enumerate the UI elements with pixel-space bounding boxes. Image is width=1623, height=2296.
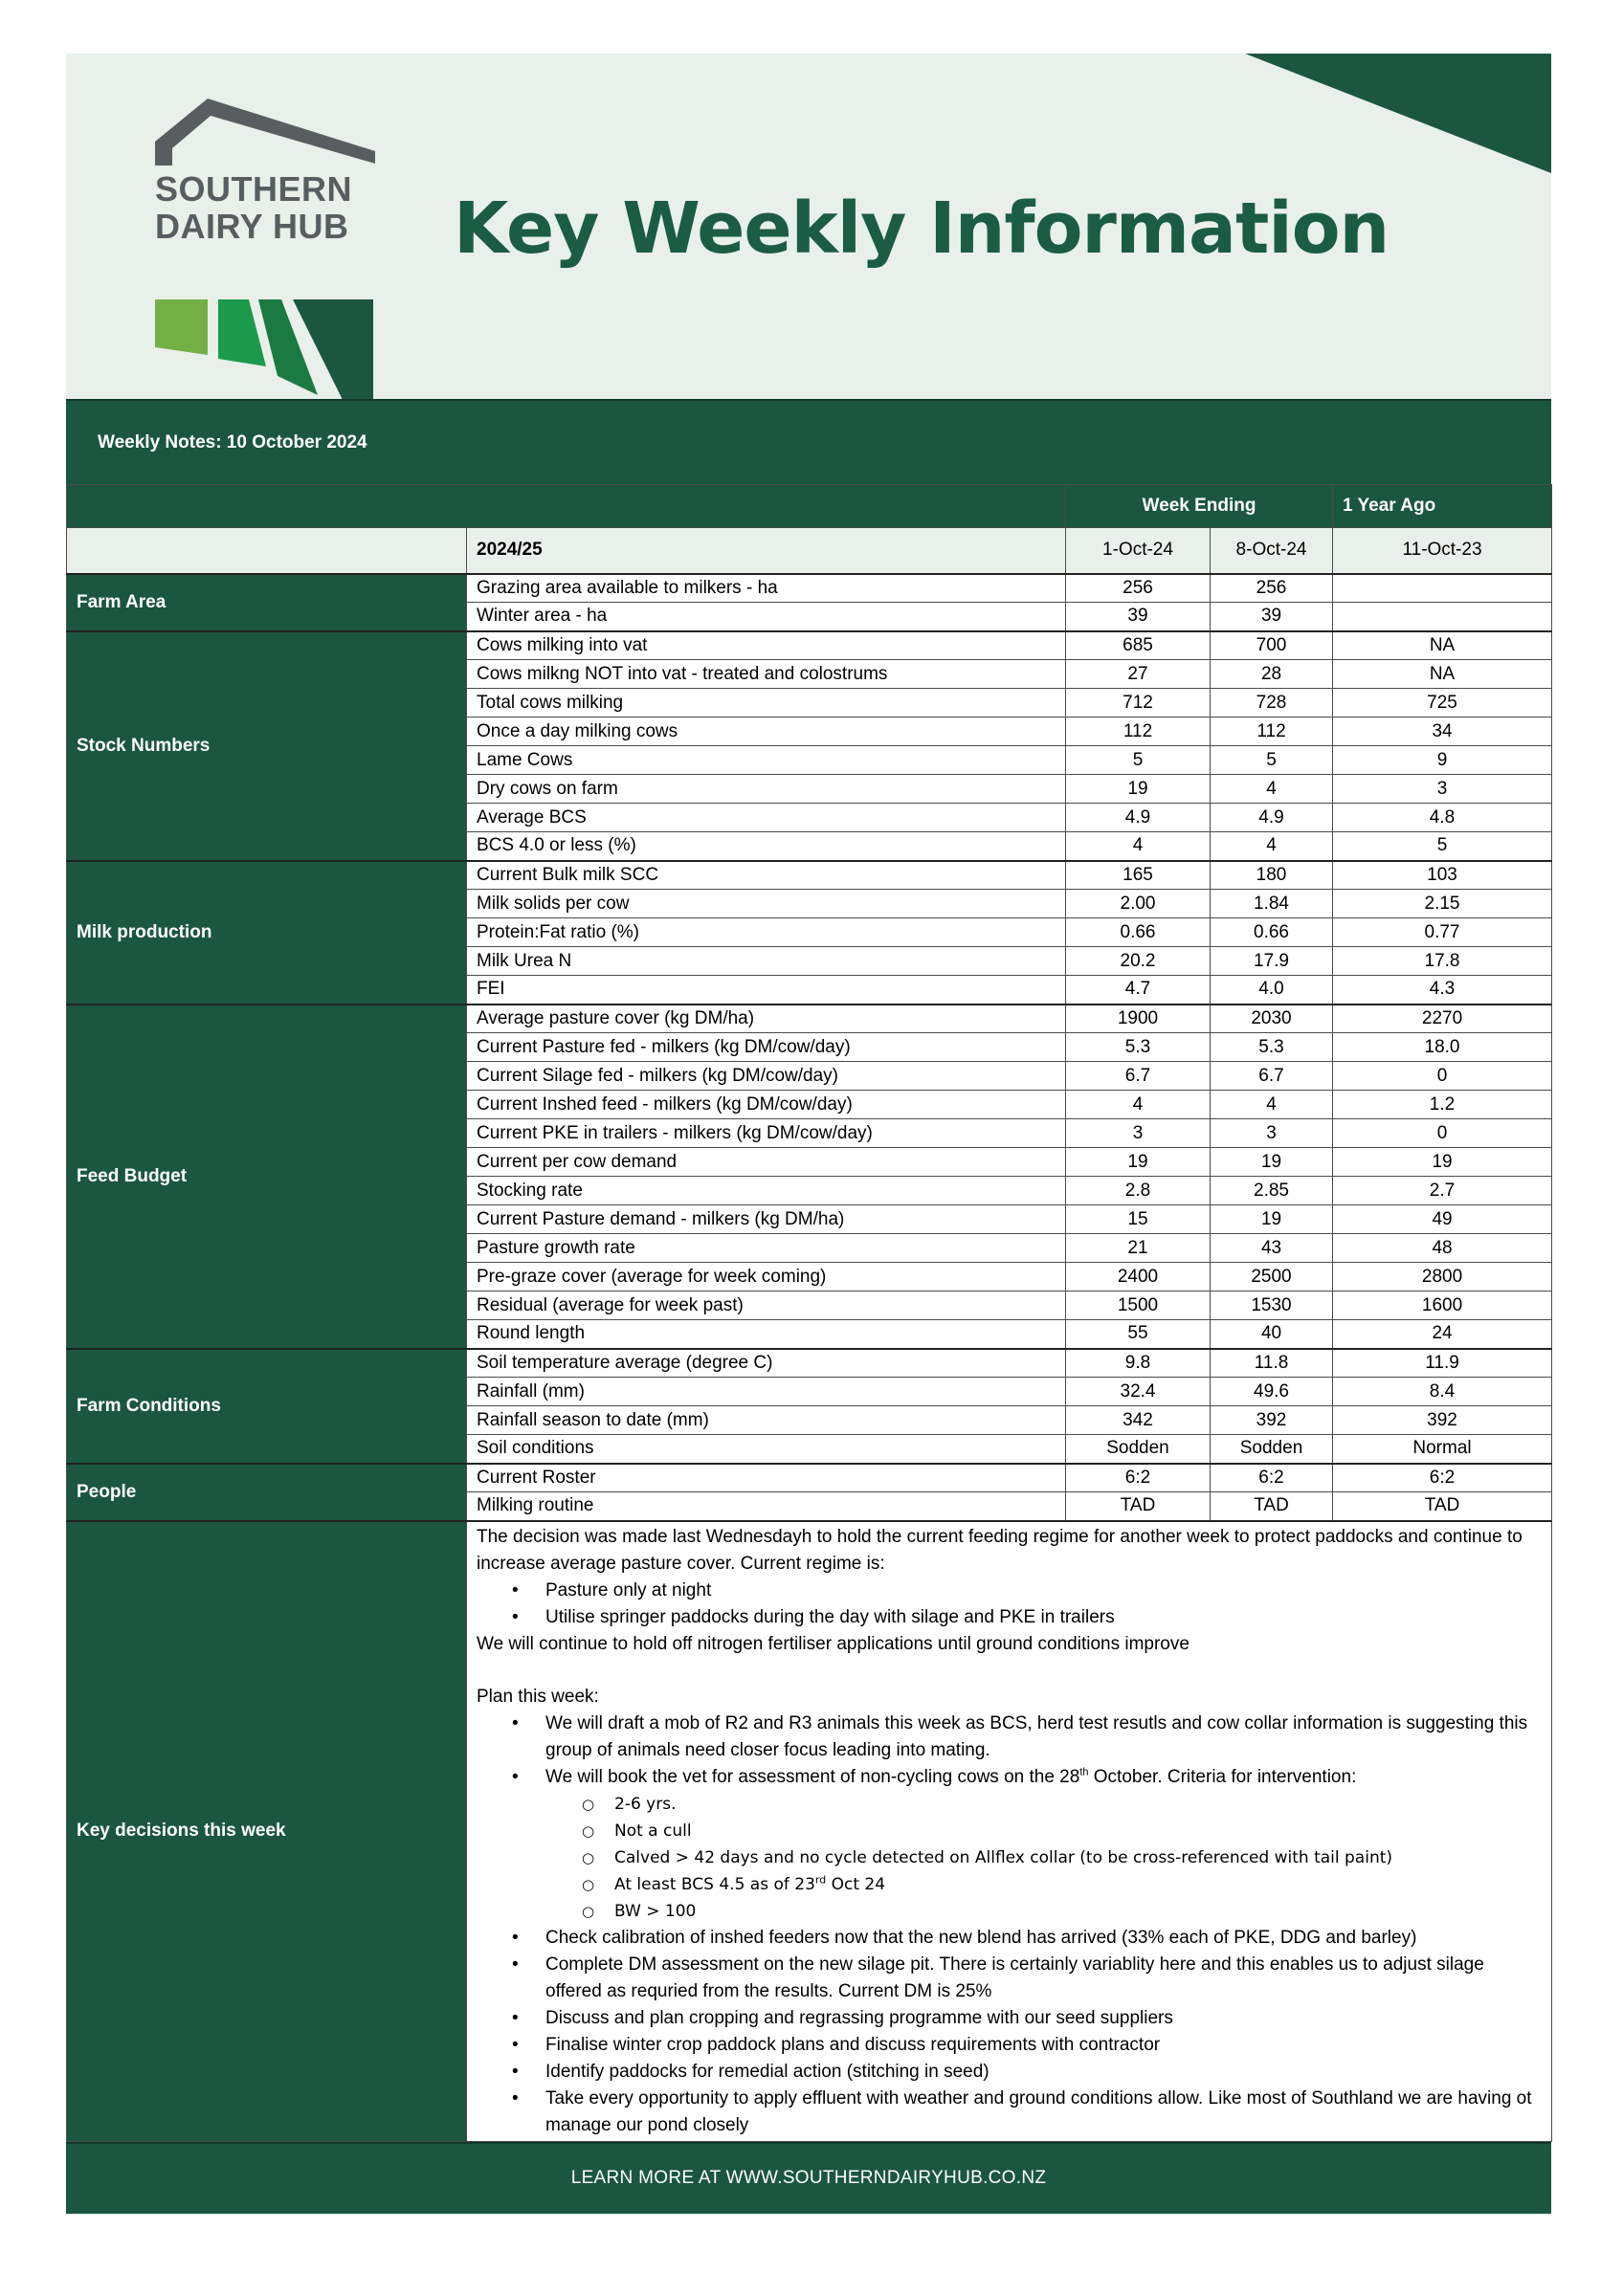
column-header-2: 8-Oct-24: [1211, 528, 1333, 574]
row-value-3: 19: [1333, 1148, 1552, 1177]
plan-vet-text-end: October. Criteria for intervention:: [1088, 1766, 1357, 1787]
row-value-3: 4.8: [1333, 804, 1552, 832]
table-row: [67, 631, 1552, 660]
row-value-1: 112: [1066, 718, 1211, 746]
criteria-bcs-sup: rd: [814, 1872, 827, 1886]
plan-item: • Discuss and plan cropping and regrassing programme with our seed suppliers: [545, 2005, 1540, 2032]
row-value-2: 4: [1211, 775, 1333, 804]
row-value-3: TAD: [1333, 1492, 1552, 1521]
row-value-3: 3: [1333, 775, 1552, 804]
column-header-1: 1-Oct-24: [1066, 528, 1211, 574]
row-value-2: 4.0: [1211, 976, 1333, 1004]
decisions-intro: The decision was made last Wednesdayh to hold the current feeding regime for another week to protect paddocks and continue to increase average pasture cover. Current regime is:: [477, 1526, 1523, 1574]
row-value-3: 1600: [1333, 1292, 1552, 1320]
row-label: Current Pasture demand - milkers (kg DM/ha): [467, 1205, 1066, 1234]
table-row: [67, 1464, 1552, 1492]
season-header: 2024/25: [467, 528, 1066, 574]
row-value-3: 17.8: [1333, 947, 1552, 976]
row-value-3: Normal: [1333, 1435, 1552, 1464]
row-value-3: NA: [1333, 660, 1552, 689]
row-value-3: 8.4: [1333, 1378, 1552, 1406]
criteria-item: ○ BW > 100: [614, 1898, 1540, 1925]
row-value-2: 43: [1211, 1234, 1333, 1263]
row-value-1: 4: [1066, 1091, 1211, 1119]
row-value-2: 40: [1211, 1320, 1333, 1349]
criteria-item: ○ Not a cull: [614, 1818, 1540, 1844]
row-value-3: 392: [1333, 1406, 1552, 1435]
row-label: Milking routine: [467, 1492, 1066, 1521]
row-value-3: 2800: [1333, 1263, 1552, 1292]
row-value-2: 1.84: [1211, 890, 1333, 918]
row-label: Average BCS: [467, 804, 1066, 832]
row-label: Current Bulk milk SCC: [467, 861, 1066, 890]
key-weekly-table: [66, 484, 1552, 2142]
header-banner: [66, 54, 1551, 399]
year-ago-header: 1 Year Ago: [1333, 485, 1552, 528]
row-value-2: 2.85: [1211, 1177, 1333, 1205]
criteria-item: ○ Calved > 42 days and no cycle detected on Allflex collar (to be cross-referenced with tail paint): [614, 1844, 1540, 1871]
row-value-2: 11.8: [1211, 1349, 1333, 1378]
row-value-2: TAD: [1211, 1492, 1333, 1521]
row-label: Soil temperature average (degree C): [467, 1349, 1066, 1378]
criteria-bcs-text-end: Oct 24: [826, 1874, 886, 1894]
logo-roof-icon: [155, 99, 375, 166]
logo-line-2: DAIRY HUB: [155, 207, 349, 246]
row-label: Cows milkng NOT into vat - treated and colostrums: [467, 660, 1066, 689]
row-value-3: 0: [1333, 1119, 1552, 1148]
row-value-1: 2.8: [1066, 1177, 1211, 1205]
row-value-1: 256: [1066, 574, 1211, 603]
row-label: Current Roster: [467, 1464, 1066, 1492]
row-value-3: 725: [1333, 689, 1552, 718]
row-value-1: 1500: [1066, 1292, 1211, 1320]
row-label: Current Inshed feed - milkers (kg DM/cow/day): [467, 1091, 1066, 1119]
table-group-header-row: [67, 485, 1552, 528]
row-value-1: 9.8: [1066, 1349, 1211, 1378]
row-value-2: 49.6: [1211, 1378, 1333, 1406]
weekly-notes-banner: [66, 399, 1551, 484]
row-value-1: 5: [1066, 746, 1211, 775]
page-title: Key Weekly Information: [454, 188, 1390, 270]
row-value-3: 48: [1333, 1234, 1552, 1263]
row-value-2: Sodden: [1211, 1435, 1333, 1464]
key-decisions-content: [467, 1521, 1552, 2142]
row-value-1: TAD: [1066, 1492, 1211, 1521]
row-value-3: 0.77: [1333, 918, 1552, 947]
row-value-1: 55: [1066, 1320, 1211, 1349]
table-row: [67, 861, 1552, 890]
plan-item: • Identify paddocks for remedial action (stitching in seed): [545, 2059, 1540, 2086]
row-value-3: 2270: [1333, 1004, 1552, 1033]
row-label: Soil conditions: [467, 1435, 1066, 1464]
regime-list: [477, 1578, 1540, 1631]
row-value-1: 21: [1066, 1234, 1211, 1263]
row-value-3: 0: [1333, 1062, 1552, 1091]
plan-item: • We will draft a mob of R2 and R3 animals this week as BCS, herd test resutls and cow collar information is suggesting this group of animals need closer focus leading into mating.: [545, 1711, 1540, 1764]
plan-item: • Finalise winter crop paddock plans and discuss requirements with contractor: [545, 2032, 1540, 2059]
row-value-1: 15: [1066, 1205, 1211, 1234]
row-value-2: 180: [1211, 861, 1333, 890]
row-value-3: 1.2: [1333, 1091, 1552, 1119]
row-value-1: 1900: [1066, 1004, 1211, 1033]
row-label: Milk Urea N: [467, 947, 1066, 976]
row-label: Total cows milking: [467, 689, 1066, 718]
row-value-3: 11.9: [1333, 1349, 1552, 1378]
table-column-header-row: [67, 528, 1552, 574]
row-label: Current Silage fed - milkers (kg DM/cow/day): [467, 1062, 1066, 1091]
row-value-2: 6:2: [1211, 1464, 1333, 1492]
row-value-2: 256: [1211, 574, 1333, 603]
row-value-2: 392: [1211, 1406, 1333, 1435]
row-value-1: 19: [1066, 775, 1211, 804]
row-label: Current per cow demand: [467, 1148, 1066, 1177]
row-label: BCS 4.0 or less (%): [467, 832, 1066, 861]
row-label: Dry cows on farm: [467, 775, 1066, 804]
row-value-1: 4.9: [1066, 804, 1211, 832]
plan-heading: Plan this week:: [477, 1686, 599, 1707]
plan-item: • Check calibration of inshed feeders now that the new blend has arrived (33% each of PKE, DDG and barley): [545, 1925, 1540, 1952]
row-value-3: 9: [1333, 746, 1552, 775]
row-value-1: 32.4: [1066, 1378, 1211, 1406]
row-value-2: 4: [1211, 832, 1333, 861]
footer-link-text[interactable]: LEARN MORE AT WWW.SOUTHERNDAIRYHUB.CO.NZ: [570, 2168, 1047, 2188]
row-value-2: 4.9: [1211, 804, 1333, 832]
row-value-2: 2500: [1211, 1263, 1333, 1292]
row-label: Grazing area available to milkers - ha: [467, 574, 1066, 603]
row-value-1: 20.2: [1066, 947, 1211, 976]
row-value-3: 2.7: [1333, 1177, 1552, 1205]
criteria-bcs-text: At least BCS 4.5 as of 23: [614, 1874, 815, 1894]
row-label: Protein:Fat ratio (%): [467, 918, 1066, 947]
row-value-2: 6.7: [1211, 1062, 1333, 1091]
criteria-item: ○ 2-6 yrs.: [614, 1791, 1540, 1818]
row-value-2: 1530: [1211, 1292, 1333, 1320]
row-label: Pasture growth rate: [467, 1234, 1066, 1263]
row-value-2: 28: [1211, 660, 1333, 689]
section-label: Feed Budget: [67, 1004, 467, 1349]
plan-item: • Complete DM assessment on the new silage pit. There is certainly variablity here and this enables us to adjust silage offered as requried from the results. Current DM is 25%: [545, 1952, 1540, 2005]
key-decisions-label: Key decisions this week: [67, 1521, 467, 2142]
row-value-3: NA: [1333, 631, 1552, 660]
logo-stripes-icon: [155, 299, 375, 399]
table-row: [67, 1349, 1552, 1378]
row-value-1: 3: [1066, 1119, 1211, 1148]
row-value-1: 6:2: [1066, 1464, 1211, 1492]
row-value-1: 2.00: [1066, 890, 1211, 918]
row-label: Residual (average for week past): [467, 1292, 1066, 1320]
section-label: People: [67, 1464, 467, 1521]
row-value-3: 49: [1333, 1205, 1552, 1234]
report-page: [66, 54, 1551, 2214]
row-label: Rainfall season to date (mm): [467, 1406, 1066, 1435]
regime-item: • Utilise springer paddocks during the day with silage and PKE in trailers: [545, 1604, 1540, 1631]
row-value-2: 39: [1211, 603, 1333, 631]
row-value-2: 4: [1211, 1091, 1333, 1119]
row-value-3: 103: [1333, 861, 1552, 890]
row-value-2: 3: [1211, 1119, 1333, 1148]
row-value-3: 6:2: [1333, 1464, 1552, 1492]
row-value-3: 5: [1333, 832, 1552, 861]
southern-dairy-hub-logo: [155, 99, 375, 366]
column-header-3: 11-Oct-23: [1333, 528, 1552, 574]
row-label: Stocking rate: [467, 1177, 1066, 1205]
plan-item-vet: [545, 1764, 1540, 1925]
row-value-3: 4.3: [1333, 976, 1552, 1004]
row-label: FEI: [467, 976, 1066, 1004]
criteria-list: [545, 1791, 1540, 1925]
section-label: Farm Area: [67, 574, 467, 631]
plan-list: [477, 1711, 1540, 2139]
weekly-notes-label: Weekly Notes: 10 October 2024: [98, 431, 367, 453]
row-label: Current Pasture fed - milkers (kg DM/cow/day): [467, 1033, 1066, 1062]
row-value-2: 700: [1211, 631, 1333, 660]
week-ending-header: Week Ending: [1066, 485, 1333, 528]
row-value-1: 0.66: [1066, 918, 1211, 947]
row-value-3: 34: [1333, 718, 1552, 746]
plan-vet-sup: th: [1079, 1766, 1089, 1778]
key-decisions-row: [67, 1521, 1552, 2142]
row-value-3: 18.0: [1333, 1033, 1552, 1062]
plan-item: • Take every opportunity to apply effluent with weather and ground conditions allow. Like most of Southland we are having ot manage our pond closely: [545, 2086, 1540, 2139]
row-label: Lame Cows: [467, 746, 1066, 775]
nitrogen-note: We will continue to hold off nitrogen fertiliser applications until ground conditions improve: [477, 1633, 1189, 1654]
row-value-3: [1333, 603, 1552, 631]
row-label: Current PKE in trailers - milkers (kg DM/cow/day): [467, 1119, 1066, 1148]
section-label: Milk production: [67, 861, 467, 1004]
row-value-1: 6.7: [1066, 1062, 1211, 1091]
row-label: Milk solids per cow: [467, 890, 1066, 918]
row-label: Cows milking into vat: [467, 631, 1066, 660]
row-label: Average pasture cover (kg DM/ha): [467, 1004, 1066, 1033]
row-value-2: 2030: [1211, 1004, 1333, 1033]
section-label: Farm Conditions: [67, 1349, 467, 1464]
section-label: Stock Numbers: [67, 631, 467, 861]
regime-item: • Pasture only at night: [545, 1578, 1540, 1604]
table-row: [67, 574, 1552, 603]
row-value-1: 4.7: [1066, 976, 1211, 1004]
row-value-1: 27: [1066, 660, 1211, 689]
row-value-2: 5: [1211, 746, 1333, 775]
row-value-1: 712: [1066, 689, 1211, 718]
row-value-2: 5.3: [1211, 1033, 1333, 1062]
row-label: Round length: [467, 1320, 1066, 1349]
row-value-2: 19: [1211, 1148, 1333, 1177]
group-header-blank: [67, 485, 1066, 528]
row-value-2: 728: [1211, 689, 1333, 718]
row-value-1: 19: [1066, 1148, 1211, 1177]
row-value-1: 685: [1066, 631, 1211, 660]
row-value-3: 24: [1333, 1320, 1552, 1349]
row-value-2: 112: [1211, 718, 1333, 746]
table-row: [67, 1004, 1552, 1033]
row-value-1: 4: [1066, 832, 1211, 861]
plan-vet-text: We will book the vet for assessment of non-cycling cows on the 28: [545, 1766, 1080, 1787]
footer-banner: [66, 2142, 1551, 2214]
corner-triangle-decoration: [1245, 54, 1551, 173]
row-value-1: 2400: [1066, 1263, 1211, 1292]
row-value-2: 0.66: [1211, 918, 1333, 947]
row-value-1: 39: [1066, 603, 1211, 631]
row-label: Rainfall (mm): [467, 1378, 1066, 1406]
row-value-2: 17.9: [1211, 947, 1333, 976]
logo-line-1: SOUTHERN: [155, 169, 353, 209]
row-label: Once a day milking cows: [467, 718, 1066, 746]
criteria-item-bcs: [614, 1871, 1540, 1898]
row-label: Winter area - ha: [467, 603, 1066, 631]
row-value-3: 2.15: [1333, 890, 1552, 918]
row-value-1: 165: [1066, 861, 1211, 890]
row-label: Pre-graze cover (average for week coming): [467, 1263, 1066, 1292]
row-value-1: Sodden: [1066, 1435, 1211, 1464]
row-value-1: 342: [1066, 1406, 1211, 1435]
row-value-1: 5.3: [1066, 1033, 1211, 1062]
column-header-blank: [67, 528, 467, 574]
row-value-2: 19: [1211, 1205, 1333, 1234]
row-value-3: [1333, 574, 1552, 603]
logo-text: [155, 170, 352, 245]
